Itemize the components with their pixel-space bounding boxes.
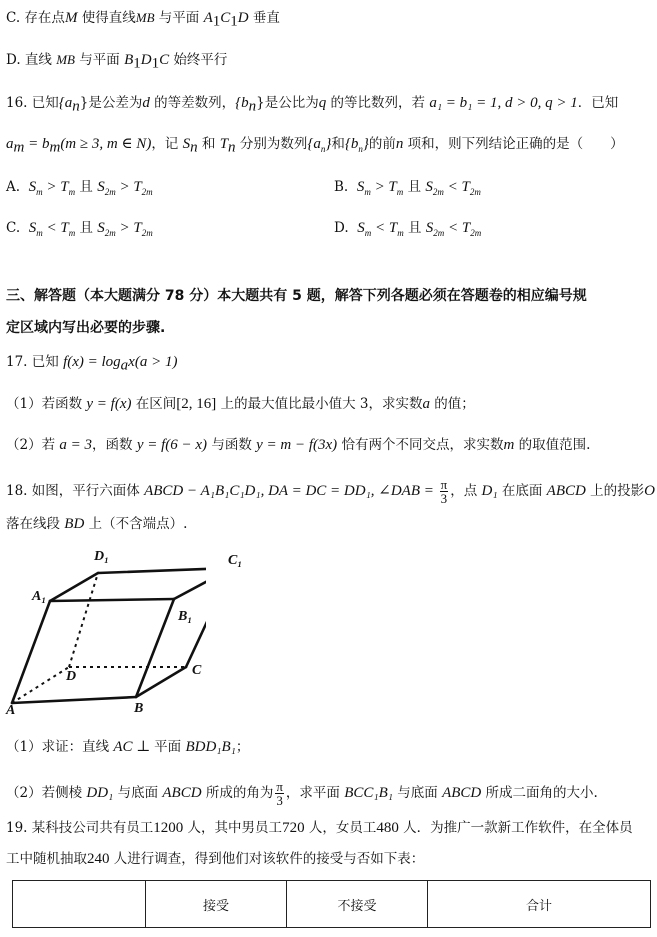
q17-part2: （2）若 a = 3，函数 y = f(6 − x) 与函数 y = m − f(3x) 恰有两个不同交点，求实数m 的取值范围. — [6, 437, 591, 453]
q16-option-a: A. $S_m > T_m$ 且 $S_{2m} > T_{2m}$ — [6, 179, 153, 197]
table-header-cell: 不接受 — [287, 881, 428, 928]
section3-heading-line1: 三、解答题（本大题满分 78 分）本大题共有 5 题，解答下列各题必须在答题卷的相应编号规 — [6, 288, 587, 304]
q15-option-c: C. 存在点M 使得直线MB 与平面 $A_1C_1D$ 垂直 — [6, 10, 280, 30]
parallelepiped-figure — [6, 545, 243, 729]
q16-options-row1 — [6, 177, 647, 202]
label-d: D — [66, 669, 77, 684]
label-c1: C₁ — [228, 553, 243, 568]
label-d1: D₁ — [94, 549, 109, 564]
label-b1: B₁ — [178, 609, 193, 624]
q19-stem-line1: 19. 某科技公司共有员工1200 人，其中男员工720 人，女员工480 人．为推广一款新工作软件，在全体员 — [6, 820, 633, 836]
q17-stem: 17. 已知 $f(x) = \log_ax(a > 1)$ — [6, 354, 178, 374]
fraction-pi-over-3: $\frac{\pi}{3}$ — [440, 477, 448, 506]
table-header-cell: 合计 — [428, 881, 651, 928]
section3-heading-line2: 定区域内写出必要的步骤. — [6, 320, 166, 336]
q17-part1: （1）若函数 y = f(x) 在区间[2, 16] 上的最大值比最小值大 3，求实数a 的值； — [6, 396, 475, 412]
label-b: B — [134, 701, 144, 716]
fraction-pi-over-3-b: $\frac{\pi}{3}$ — [276, 779, 283, 808]
table-header-cell: 接受 — [146, 881, 287, 928]
q19-stem-line2: 工中随机抽取240 人进行调查，得到他们对该软件的接受与否如下表： — [6, 851, 425, 867]
label-c: C — [192, 663, 202, 678]
q16-stem-line2: $a_m = b_m(m \ge 3$, m ∈ N)，记 $S_n$ 和 $T_n$ 分别为数列$\{a_n\}$和$\{b_n\}$的前n 项和，则下列结论正确的是（ ） — [6, 136, 624, 156]
q18-part1: （1）求证：直线 AC ⊥ 平面 BDD₁B₁； — [6, 739, 250, 755]
q16-option-b: B. $S_m > T_m$ 且 $S_{2m} < T_{2m}$ — [334, 179, 481, 197]
parallelepiped-diagram — [6, 545, 206, 725]
table-header-row — [13, 881, 651, 928]
label-a: A — [6, 703, 16, 718]
q16-option-c: C. $S_m < T_m$ 且 $S_{2m} > T_{2m}$ — [6, 220, 153, 238]
q16-option-d: D. $S_m < T_m$ 且 $S_{2m} < T_{2m}$ — [334, 220, 482, 238]
q16-options-row2 — [6, 218, 647, 243]
table-header-cell — [13, 881, 146, 928]
q15-option-d: D. 直线 MB 与平面 $B_1D_1C$ 始终平行 — [6, 52, 228, 72]
q18-part2: （2）若侧棱 DD₁ 与底面 ABCD 所成的角为 $\frac{\pi}{3}$ ，求平面 BCC₁B₁ 与底面 ABCD 所成二面角的大小. — [6, 779, 598, 808]
q19-table — [12, 880, 651, 928]
q16-stem-line1: 16. 已知$\{a_n\}$是公差为d 的等差数列，$\{b_n\}$是公比为q 的等比数列，若 a₁ = b₁ = 1, d > 0, q > 1．已知 — [6, 95, 619, 115]
q18-stem-line1: 18. 如图，平行六面体 ABCD − A₁B₁C₁D₁, DA = DC = DD₁, ∠DAB = $\frac{\pi}{3}$ ，点 D₁ 在底面 ABCD 上的投影O — [6, 477, 655, 506]
q18-stem-line2: 落在线段 BD 上（不含端点）. — [6, 516, 188, 532]
label-a1: A₁ — [32, 589, 47, 604]
